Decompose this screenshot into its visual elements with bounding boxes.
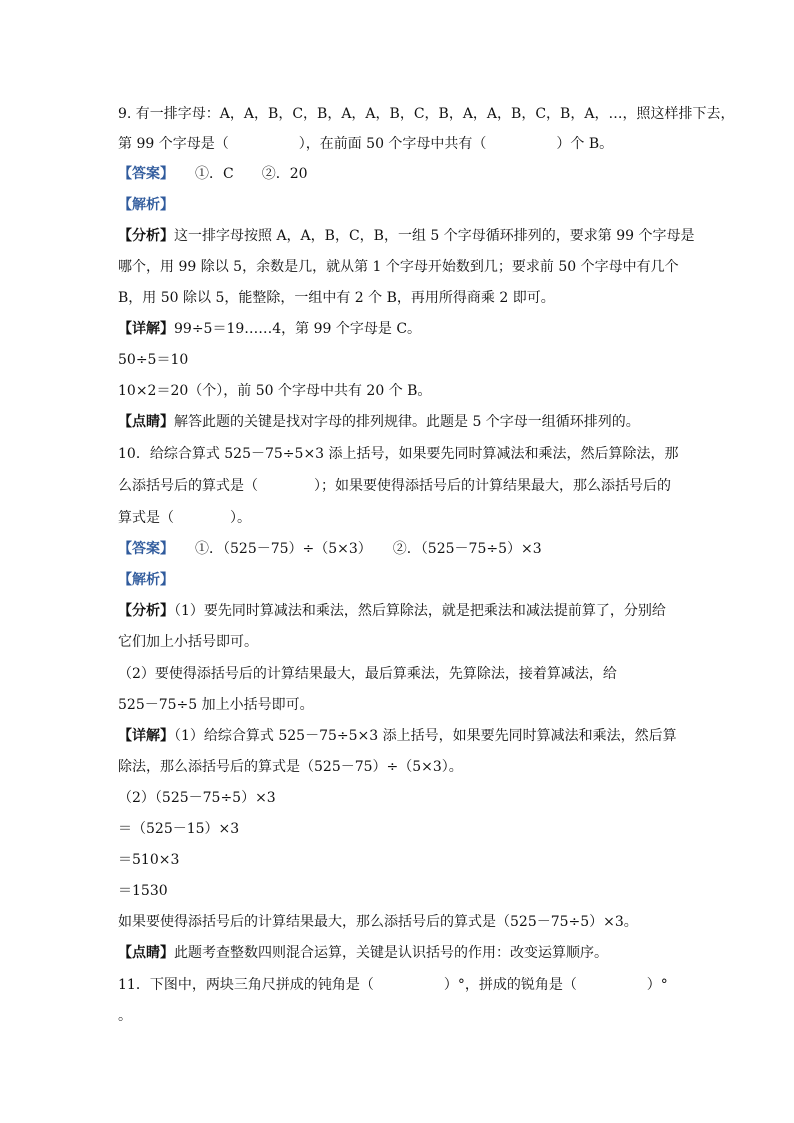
fenxi-tag: 【分析】 xyxy=(118,603,174,619)
dianjing-tag: 【点睛】 xyxy=(118,945,174,961)
q10-line-3: 算式是（ ）。 xyxy=(118,510,251,526)
xiangjie-tag: 【详解】 xyxy=(118,321,174,337)
q10-analysis-line-4: 525－75÷5 加上小括号即可。 xyxy=(118,697,314,713)
q10-detail-line-5: ＝510×3 xyxy=(118,852,180,868)
q9-comment: 【点睛】解答此题的关键是找对字母的排列规律。此题是 5 个字母一组循环排列的。 xyxy=(118,414,640,430)
xiangjie-tag: 【详解】 xyxy=(118,728,174,744)
q9-answer: 【答案】 ①．C ②．20 xyxy=(118,166,308,182)
q9-line-2: 第 99 个字母是（ ），在前面 50 个字母中共有（ ）个 B。 xyxy=(118,136,614,152)
q10-detail-line-2: 除法，那么添括号后的算式是（525－75）÷（5×3）。 xyxy=(118,759,463,775)
q9-detail-line-1: 【详解】99÷5＝19……4，第 99 个字母是 C。 xyxy=(118,321,422,337)
q10-detail-line-4: ＝（525－15）×3 xyxy=(118,821,240,837)
analysis-tag: 【解析】 xyxy=(118,197,174,213)
fenxi-tag: 【分析】 xyxy=(118,228,174,244)
q10-analysis-line-3: （2）要使得添括号后的计算结果最大，最后算乘法，先算除法，接着算减法，给 xyxy=(118,666,617,682)
q9-detail-line-3: 10×2＝20（个），前 50 个字母中共有 20 个 B。 xyxy=(118,383,432,399)
q9-analysis-line-1: 【分析】这一排字母按照 A，A，B，C，B，一组 5 个字母循环排列的，要求第 99 个字母是 xyxy=(118,228,695,244)
q9-analysis-line-3: B，用 50 除以 5，能整除，一组中有 2 个 B，再用所得商乘 2 即可。 xyxy=(118,290,555,306)
q10-analysis-heading xyxy=(118,570,174,590)
q10-answer: 【答案】 ①．（525－75）÷（5×3） ②．（525－75÷5）×3 xyxy=(118,541,542,557)
q10-detail-line-6: ＝1530 xyxy=(118,883,168,899)
q9-analysis-heading xyxy=(118,195,174,215)
answer-tag: 【答案】 xyxy=(118,541,167,557)
q10-detail-line-1: 【详解】（1）给综合算式 525－75÷5×3 添上括号，如果要先同时算减法和乘法，然后算 xyxy=(118,728,677,744)
q11-line-1: 11．下图中，两块三角尺拼成的钝角是（ ）°，拼成的锐角是（ ）° xyxy=(118,977,668,993)
analysis-tag: 【解析】 xyxy=(118,572,174,588)
q10-detail-line-7: 如果要使得添括号后的计算结果最大，那么添括号后的算式是（525－75÷5）×3。 xyxy=(118,914,638,930)
dianjing-tag: 【点睛】 xyxy=(118,414,174,430)
q10-comment: 【点睛】此题考查整数四则混合运算，关键是认识括号的作用：改变运算顺序。 xyxy=(118,945,608,961)
q10-detail-line-3: （2）（525－75÷5）×3 xyxy=(118,790,276,806)
q10-analysis-line-1: 【分析】（1）要先同时算减法和乘法，然后算除法，就是把乘法和减法提前算了，分别给 xyxy=(118,603,666,619)
q10-line-1: 10．给综合算式 525－75÷5×3 添上括号，如果要先同时算减法和乘法，然后算除法，那 xyxy=(118,446,679,462)
answer-tag: 【答案】 xyxy=(118,166,167,182)
q10-analysis-line-2: 它们加上小括号即可。 xyxy=(118,634,258,650)
q9-line-1: 9. 有一排字母：A，A，B，C，B，A，A，B，C，B，A，A，B，C，B，A，…，照这样排下去， xyxy=(118,106,735,122)
q9-detail-line-2: 50÷5＝10 xyxy=(118,352,189,368)
q10-line-2: 么添括号后的算式是（ ）；如果要使得添括号后的计算结果最大，那么添括号后的 xyxy=(118,478,671,494)
q9-analysis-line-2: 哪个，用 99 除以 5，余数是几，就从第 1 个字母开始数到几；要求前 50 个字母中有几个 xyxy=(118,259,679,275)
q11-line-2: 。 xyxy=(118,1008,132,1024)
